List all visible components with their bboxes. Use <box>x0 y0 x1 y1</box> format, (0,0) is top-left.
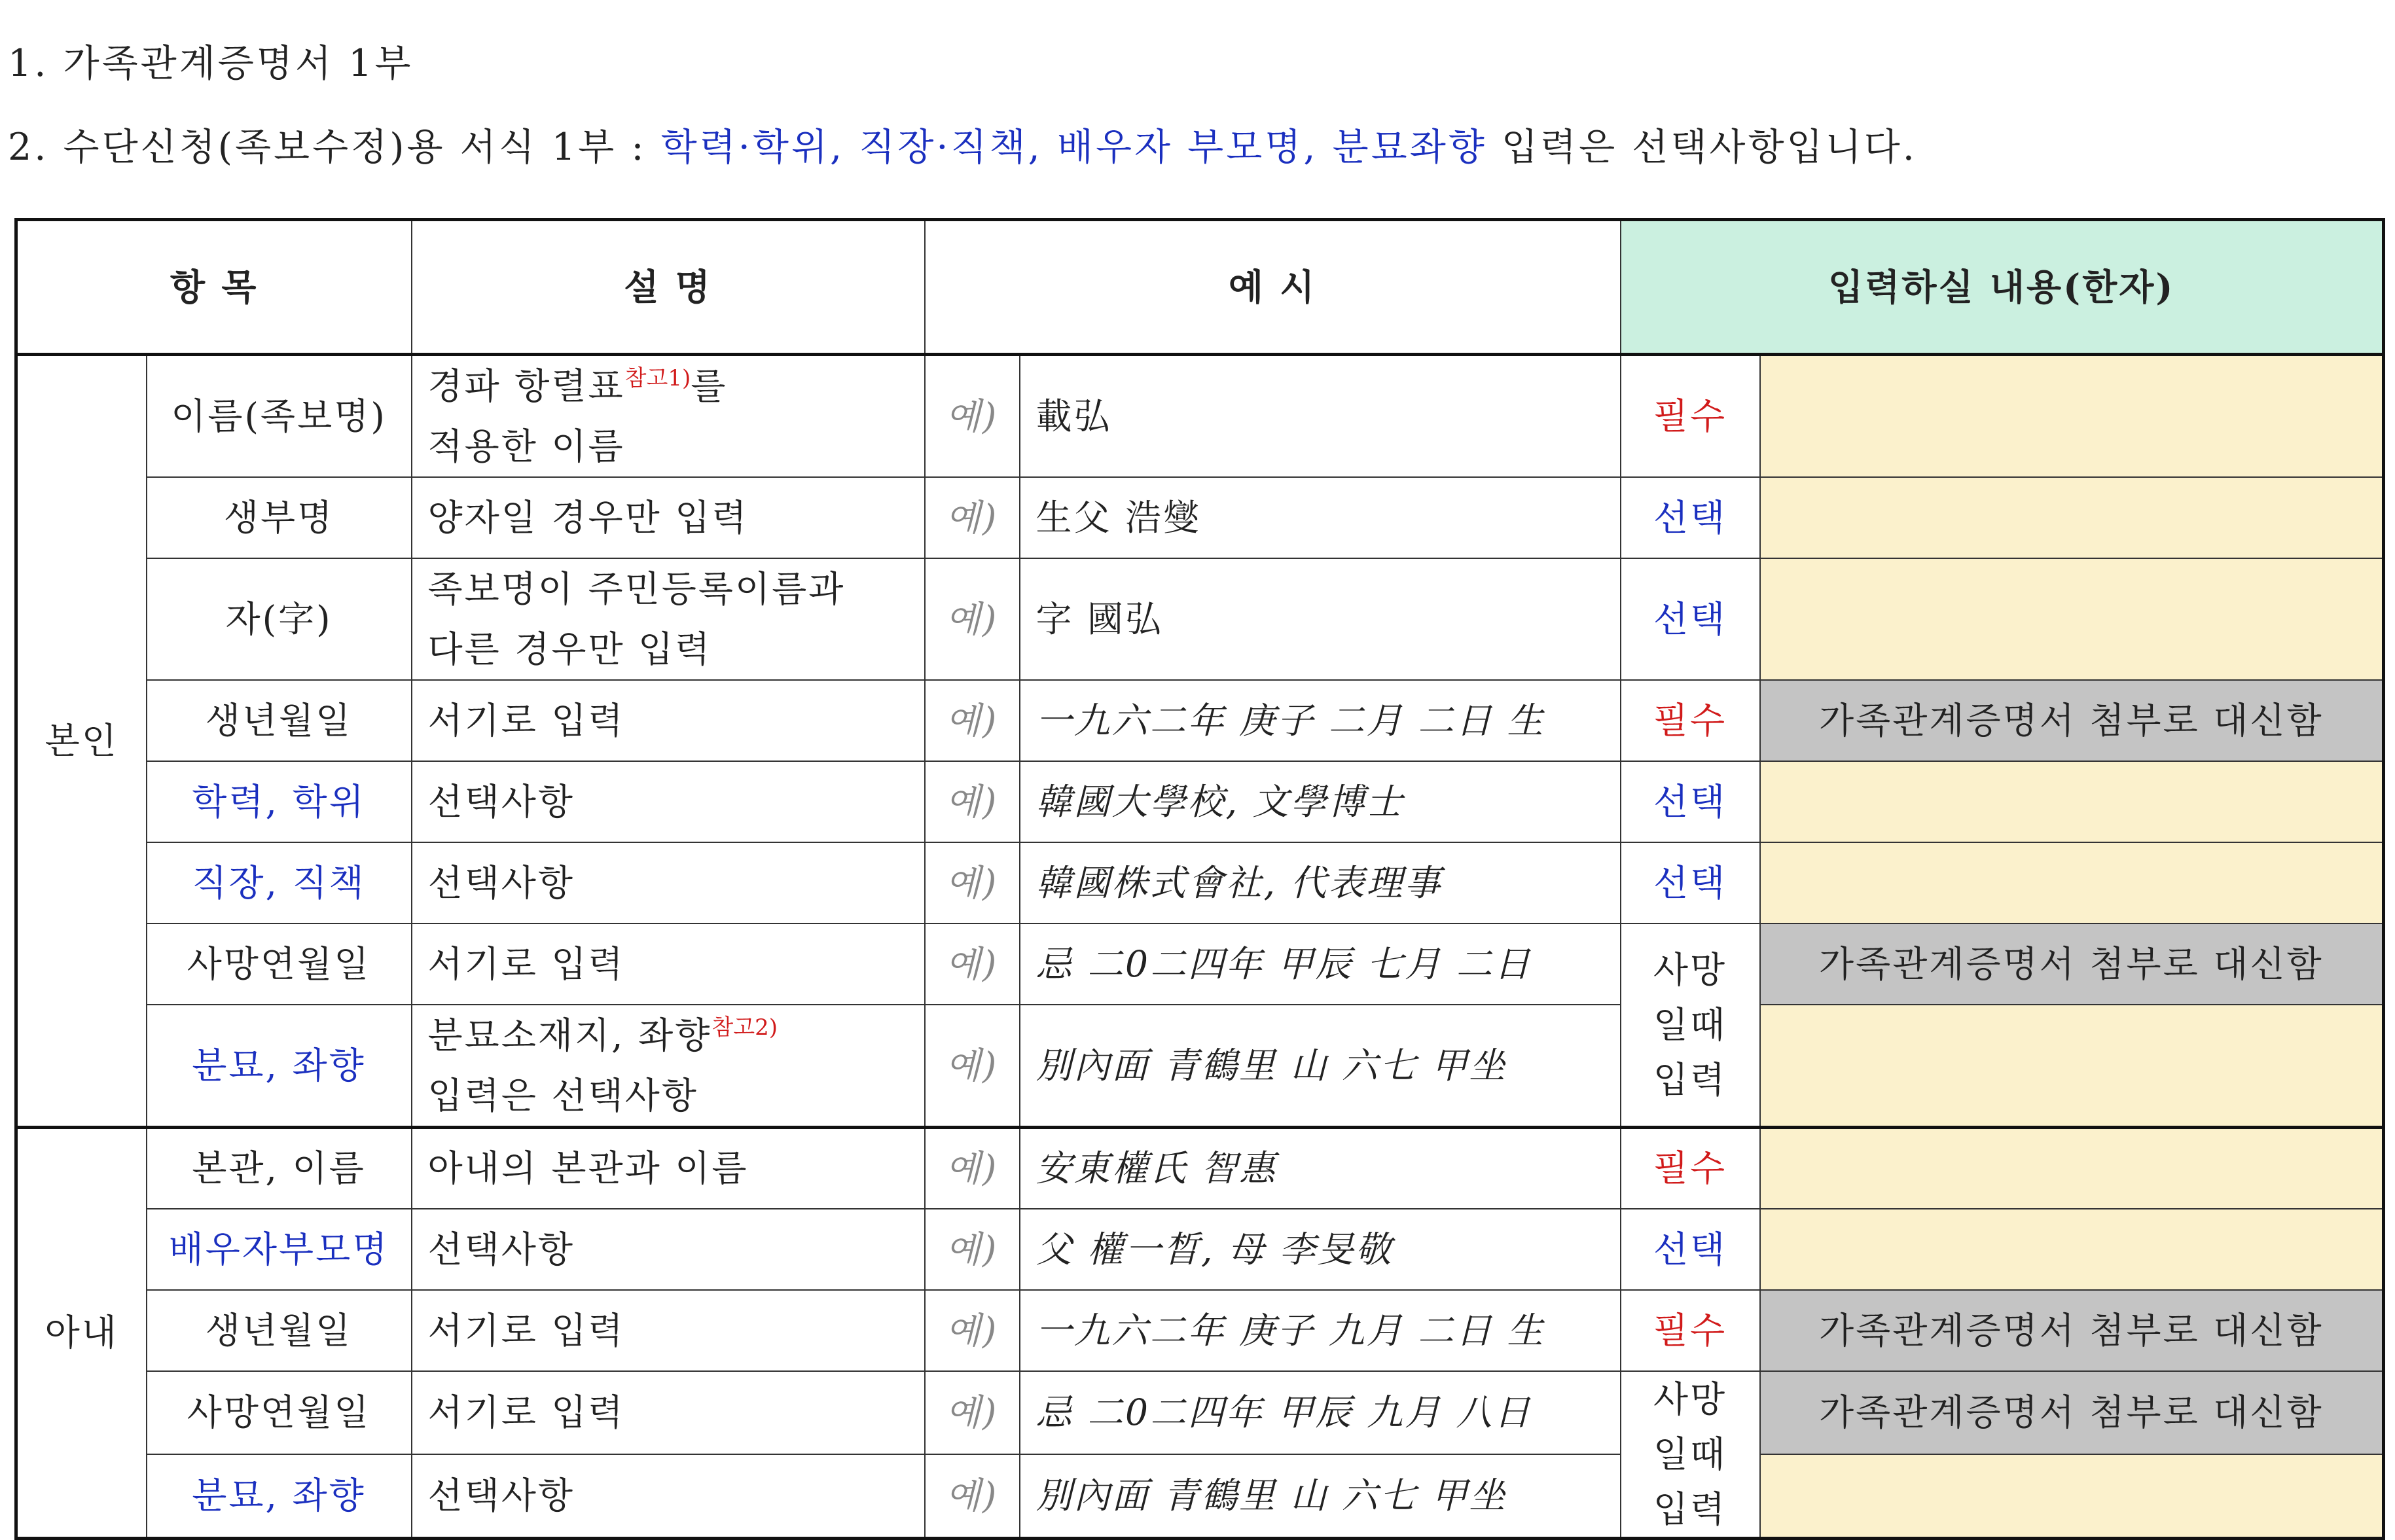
description-text: 분묘소재지, 좌향 <box>427 1014 712 1056</box>
description-text: 선택사항 <box>412 1454 925 1538</box>
example-value: 韓國株式會社, 代表理事 <box>1020 842 1621 923</box>
item-birth-date: 생년월일 <box>147 680 412 761</box>
example-marker: 예) <box>925 1371 1020 1455</box>
header-example: 예 시 <box>925 220 1621 355</box>
table-row <box>16 680 2384 761</box>
table-row <box>16 1290 2384 1371</box>
description-text: 입력은 선택사항 <box>427 1075 698 1117</box>
input-cell-spouse-parents[interactable] <box>1760 1209 2384 1290</box>
example-marker: 예) <box>925 923 1020 1005</box>
example-marker: 예) <box>925 680 1020 761</box>
death-only-note <box>1621 1371 1760 1539</box>
table-row <box>16 761 2384 842</box>
replaced-by-certificate-cell: 가족관계증명서 첨부로 대신함 <box>1760 923 2384 1005</box>
required-badge: 필수 <box>1621 355 1760 478</box>
table-row <box>16 1209 2384 1290</box>
input-cell-grave[interactable] <box>1760 1005 2384 1128</box>
example-marker: 예) <box>925 477 1020 558</box>
item-birth-father: 생부명 <box>147 477 412 558</box>
required-badge: 필수 <box>1621 1290 1760 1371</box>
example-value: 字 國弘 <box>1020 558 1621 680</box>
item-name: 이름(족보명) <box>147 355 412 478</box>
example-value: 忌 二0二四年 甲辰 九月 八日 <box>1020 1371 1621 1455</box>
table-row <box>16 923 2384 1005</box>
death-note-line: 사망 <box>1653 949 1727 991</box>
description-text: 족보명이 주민등록이름과 <box>427 568 846 610</box>
description-text: 서기로 입력 <box>412 923 925 1005</box>
description-cell <box>412 355 925 478</box>
description-text: 서기로 입력 <box>412 1290 925 1371</box>
input-cell-job[interactable] <box>1760 842 2384 923</box>
death-note-line: 사망 <box>1653 1378 1727 1420</box>
example-marker: 예) <box>925 1454 1020 1538</box>
example-marker: 예) <box>925 1290 1020 1371</box>
death-note-line: 일때 <box>1653 1433 1727 1475</box>
table-row <box>16 1371 2384 1455</box>
example-marker: 예) <box>925 761 1020 842</box>
example-value: 韓國大學校, 文學博士 <box>1020 761 1621 842</box>
group-label-wife: 아내 <box>16 1128 147 1539</box>
description-text: 양자일 경우만 입력 <box>412 477 925 558</box>
example-marker: 예) <box>925 842 1020 923</box>
table-row <box>16 355 2384 478</box>
death-note-line: 입력 <box>1653 1059 1727 1101</box>
description-text: 아내의 본관과 이름 <box>412 1128 925 1209</box>
example-value: 忌 二0二四年 甲辰 七月 二日 <box>1020 923 1621 1005</box>
input-cell-courtesy-name[interactable] <box>1760 558 2384 680</box>
table-row <box>16 1005 2384 1128</box>
description-text: 다른 경우만 입력 <box>427 628 712 670</box>
death-only-note <box>1621 923 1760 1128</box>
item-wife-name: 본관, 이름 <box>147 1128 412 1209</box>
description-text: 선택사항 <box>412 1209 925 1290</box>
example-value: 安東權氏 智惠 <box>1020 1128 1621 1209</box>
genealogy-form-table <box>14 218 2385 1540</box>
description-cell <box>412 558 925 680</box>
intro-line-1-text: 1. 가족관계증명서 1부 <box>8 42 414 85</box>
replaced-by-certificate-cell: 가족관계증명서 첨부로 대신함 <box>1760 1290 2384 1371</box>
header-input: 입력하실 내용(한자) <box>1621 220 2384 355</box>
example-value: 一九六二年 庚子 九月 二日 生 <box>1020 1290 1621 1371</box>
replaced-by-certificate-cell: 가족관계증명서 첨부로 대신함 <box>1760 680 2384 761</box>
description-text: 를 <box>691 365 728 407</box>
death-note-line: 일때 <box>1653 1004 1727 1046</box>
example-value: 載弘 <box>1020 355 1621 478</box>
example-marker: 예) <box>925 1209 1020 1290</box>
example-value: 別內面 青鶴里 山 六七 甲坐 <box>1020 1454 1621 1538</box>
example-value: 父 權一晳, 母 李旻敬 <box>1020 1209 1621 1290</box>
table-row <box>16 558 2384 680</box>
header-description: 설 명 <box>412 220 925 355</box>
intro-line-1 <box>8 41 413 86</box>
group-label-self: 본인 <box>16 355 147 1128</box>
description-text: 적용한 이름 <box>427 425 625 467</box>
example-value: 一九六二年 庚子 二月 二日 生 <box>1020 680 1621 761</box>
table-header-row <box>16 220 2384 355</box>
header-item: 항 목 <box>16 220 412 355</box>
description-text: 선택사항 <box>412 761 925 842</box>
table-row <box>16 842 2384 923</box>
input-cell-education[interactable] <box>1760 761 2384 842</box>
item-death-date: 사망연월일 <box>147 923 412 1005</box>
optional-badge: 선택 <box>1621 1209 1760 1290</box>
input-cell-wife-name[interactable] <box>1760 1128 2384 1209</box>
replaced-by-certificate-cell: 가족관계증명서 첨부로 대신함 <box>1760 1371 2384 1455</box>
description-text: 서기로 입력 <box>412 680 925 761</box>
item-wife-grave: 분묘, 좌향 <box>147 1454 412 1538</box>
table-row <box>16 477 2384 558</box>
item-wife-birth-date: 생년월일 <box>147 1290 412 1371</box>
item-courtesy-name: 자(字) <box>147 558 412 680</box>
optional-badge: 선택 <box>1621 842 1760 923</box>
example-marker: 예) <box>925 558 1020 680</box>
table-row <box>16 1128 2384 1209</box>
table-row <box>16 1454 2384 1538</box>
optional-badge: 선택 <box>1621 477 1760 558</box>
intro-line-2-prefix: 2. 수단신청(족보수정)용 서식 1부 : <box>8 126 661 169</box>
optional-badge: 선택 <box>1621 558 1760 680</box>
description-text: 선택사항 <box>412 842 925 923</box>
optional-badge: 선택 <box>1621 761 1760 842</box>
death-note-line: 입력 <box>1653 1488 1727 1530</box>
description-cell <box>412 1005 925 1128</box>
item-wife-death-date: 사망연월일 <box>147 1371 412 1455</box>
example-marker: 예) <box>925 1128 1020 1209</box>
item-grave: 분묘, 좌향 <box>147 1005 412 1128</box>
input-cell-wife-grave[interactable] <box>1760 1454 2384 1538</box>
item-job: 직장, 직책 <box>147 842 412 923</box>
reference-note: 참고2) <box>711 1014 778 1041</box>
intro-line-2 <box>8 124 1917 170</box>
required-badge: 필수 <box>1621 680 1760 761</box>
example-marker: 예) <box>925 355 1020 478</box>
intro-line-2-optional-items: 학력·학위, 직장·직책, 배우자 부모명, 분묘좌향 <box>660 126 1487 169</box>
input-cell-name[interactable] <box>1760 355 2384 478</box>
item-spouse-parents: 배우자부모명 <box>147 1209 412 1290</box>
description-text: 경파 항렬표 <box>427 365 625 407</box>
input-cell-birth-father[interactable] <box>1760 477 2384 558</box>
required-badge: 필수 <box>1621 1128 1760 1209</box>
example-value: 別內面 青鶴里 山 六七 甲坐 <box>1020 1005 1621 1128</box>
example-marker: 예) <box>925 1005 1020 1128</box>
reference-note: 참고1) <box>624 365 691 391</box>
description-text: 서기로 입력 <box>412 1371 925 1455</box>
example-value: 生父 浩燮 <box>1020 477 1621 558</box>
intro-line-2-suffix: 입력은 선택사항입니다. <box>1486 126 1917 169</box>
item-education: 학력, 학위 <box>147 761 412 842</box>
